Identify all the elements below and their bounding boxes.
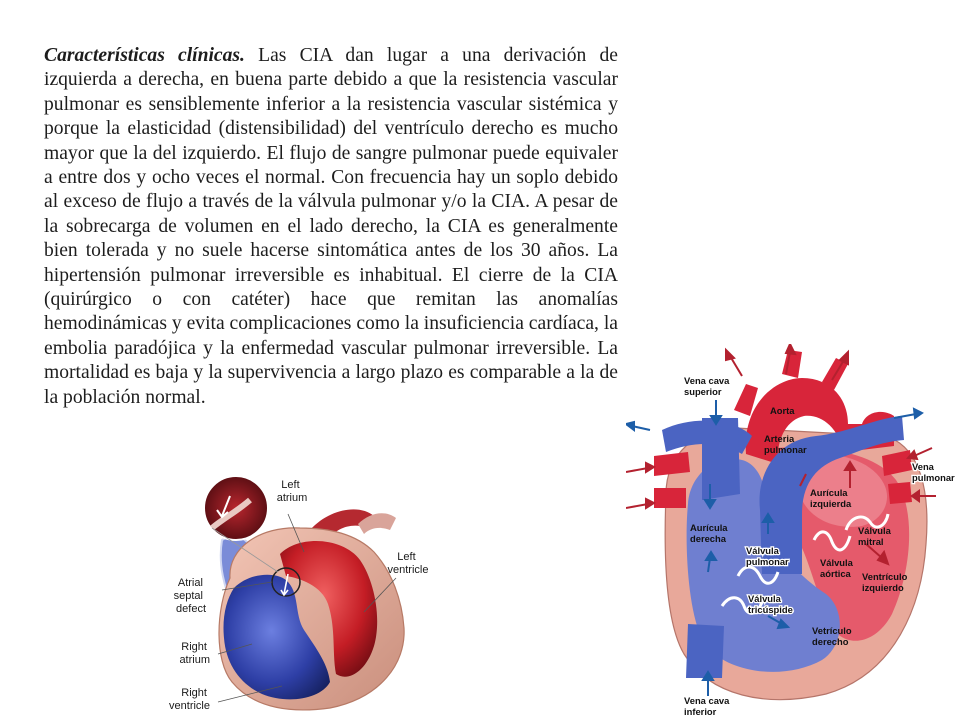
label-right-atrium: Right atrium — [179, 641, 210, 666]
label-valvula-tricuspide: Válvula tricúspide — [748, 593, 793, 615]
label-auricula-izquierda: Aurícula izquierda — [810, 487, 852, 509]
clinical-features-paragraph — [44, 44, 618, 410]
section-lead-heading: Características clínicas. — [44, 45, 245, 66]
label-ventriculo-izquierdo: Ventrículo izquierdo — [862, 571, 908, 593]
label-left-ventricle: Left ventricle — [387, 551, 429, 576]
superior-vena-cava — [702, 418, 740, 500]
label-vena-cava-inferior: Vena cava inferior — [684, 695, 730, 717]
paragraph-body: Las CIA dan lugar a una derivación de izquierda a derecha, en buena parte debido a que la resistencia vascular pulmonar es sensiblemente inferior a la resistencia vascular sistémica y porque la elasticidad (distensibilidad) del ventrículo derecho es mucho mayor que la del izquierdo. El flujo de sangre pulmonar puede equivaler a entre dos y ocho veces el normal. Con frecuencia hay un soplo debido al exceso de flujo a través de la válvula pulmonar y/o la CIA. A pesar de la sobrecarga de volumen en el lado derecho, la CIA es generalmente bien tolerada y no suele hacerse sintomática antes de los 30 años. La hipertensión pulmonar irreversible es inhabitual. El cierre de la CIA (quirúrgico o con catéter) hace que remitan las anomalías hemodinámicas y evita complicaciones como la insuficiencia cardíaca, la embolia paradójica y la enfermedad vascular pulmonar irreversible. La mortalidad es baja y la supervivencia a largo plazo es comparable a la de la población normal. — [44, 45, 618, 408]
inferior-vena-cava — [686, 624, 724, 678]
label-aorta: Aorta — [770, 405, 795, 416]
label-atrial-septal-defect: Atrial septal defect — [173, 577, 206, 615]
label-valvula-aortica: Válvula aórtica — [820, 557, 853, 579]
asd-figure — [160, 468, 460, 716]
label-valvula-mitral: Válvula mitral — [858, 525, 891, 547]
label-auricula-derecha: Aurícula derecha — [690, 522, 728, 544]
label-valvula-pulmonar: Válvula pulmonar — [746, 545, 789, 567]
label-arteria-pulmonar: Arteria pulmonar — [764, 433, 807, 455]
label-vena-cava-superior: Vena cava superior — [684, 375, 730, 397]
label-vena-pulmonar: Vena pulmonar — [912, 461, 955, 483]
label-ventriculo-derecho: Vetrículo derecho — [812, 625, 852, 647]
heart-circulation-diagram — [626, 344, 960, 720]
label-right-ventricle: Right ventricle — [169, 687, 210, 712]
asd-heart-illustration — [160, 468, 460, 716]
heart-diagram-figure — [626, 344, 960, 720]
label-left-atrium: Left atrium — [276, 479, 308, 504]
